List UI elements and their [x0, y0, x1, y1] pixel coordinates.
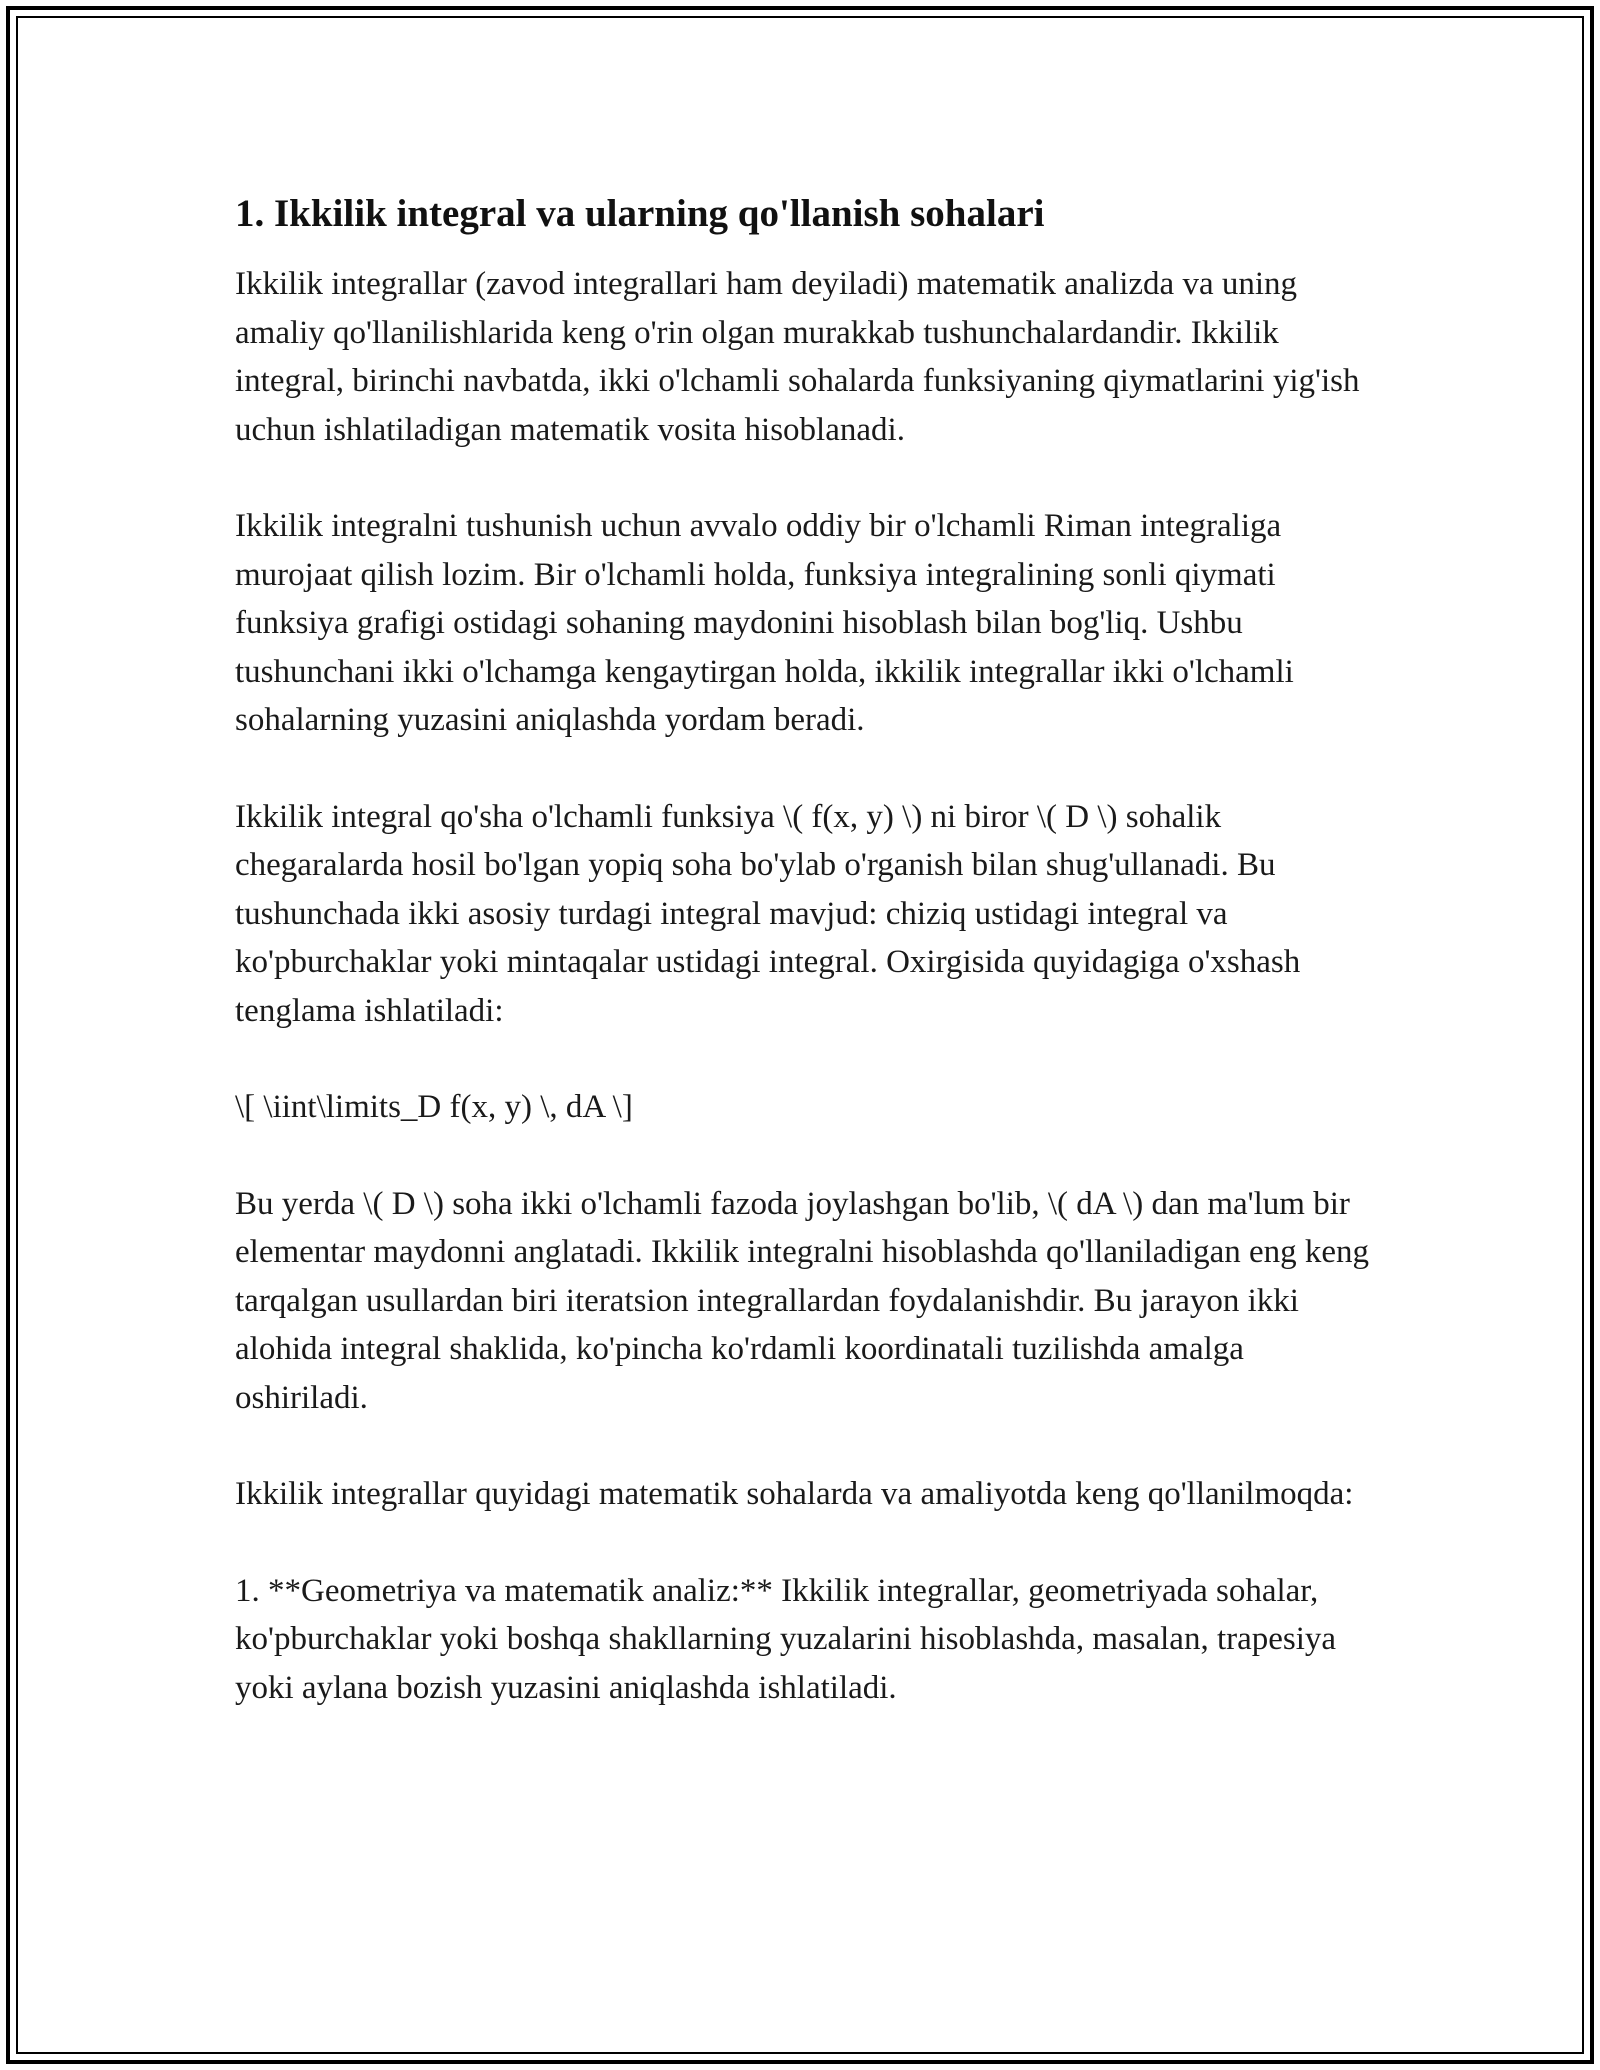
paragraph-intro: Ikkilik integrallar (zavod integrallari ham deyiladi) matematik analizda va uning amaliy qo'llanilishlarida keng o'rin olgan murakkab tushunchalardandir. Ikkilik integral, birinchi navbatda, ikki o'lchamli sohalarda funksiyaning qiymatlarini yig'ish uchun ishlatiladigan matematik vosita hisoblanadi. — [235, 266, 1360, 448]
document-title: 1. Ikkilik integral va ularning qo'llanish sohalari — [235, 192, 1045, 235]
paragraph-definition: Ikkilik integral qo'sha o'lchamli funksiya \( f(x, y) \) ni biror \( D \) sohalik chegaralarda hosil bo'lgan yopiq soha bo'ylab o'rganish bilan shug'ullanadi. Bu tushunchada ikki asosiy turdagi integral mavjud: chiziq ustidagi integral va ko'pburchaklar yoki mintaqalar ustidagi integral. Oxirgisida quyidagiga o'xshash tenglama ishlatiladi: — [235, 798, 1301, 1029]
list-item-geometry: 1. **Geometriya va matematik analiz:** Ikkilik integrallar, geometriyada sohalar, ko'pburchaklar yoki boshqa shakllarning yuzalarini hisoblashda, masalan, trapesiya yoki aylana bozish yuzasini aniqlashda ishlatiladi. — [235, 1572, 1337, 1706]
formula-double-integral: \[ \iint\limits_D f(x, y) \, dA \] — [235, 1089, 633, 1125]
paragraph-riemann: Ikkilik integralni tushunish uchun avvalo oddiy bir o'lchamli Riman integraliga murojaat qilish lozim. Bir o'lchamli holda, funksiya integralining sonli qiymati funksiya grafigi ostidagi sohaning maydonini hisoblash bilan bog'liq. Ushbu tushunchani ikki o'lchamga kengaytirgan holda, ikkilik integrallar ikki o'lchamli sohalarning yuzasini aniqlashda yordam beradi. — [235, 508, 1294, 738]
paragraph-explanation: Bu yerda \( D \) soha ikki o'lchamli fazoda joylashgan bo'lib, \( dA \) dan ma'lum bir elementar maydonni anglatadi. Ikkilik integralni hisoblashda qo'llaniladigan eng keng tarqalgan usullardan biri iteratsion integrallardan foydalanishdir. Bu jarayon ikki alohida integral shaklida, ko'pincha ko'rdamli koordinatali tuzilishda amalga oshiriladi. — [235, 1185, 1370, 1416]
paragraph-applications-intro: Ikkilik integrallar quyidagi matematik sohalarda va amaliyotda keng qo'llanilmoqda: — [235, 1476, 1354, 1512]
document-body — [235, 188, 1370, 1760]
